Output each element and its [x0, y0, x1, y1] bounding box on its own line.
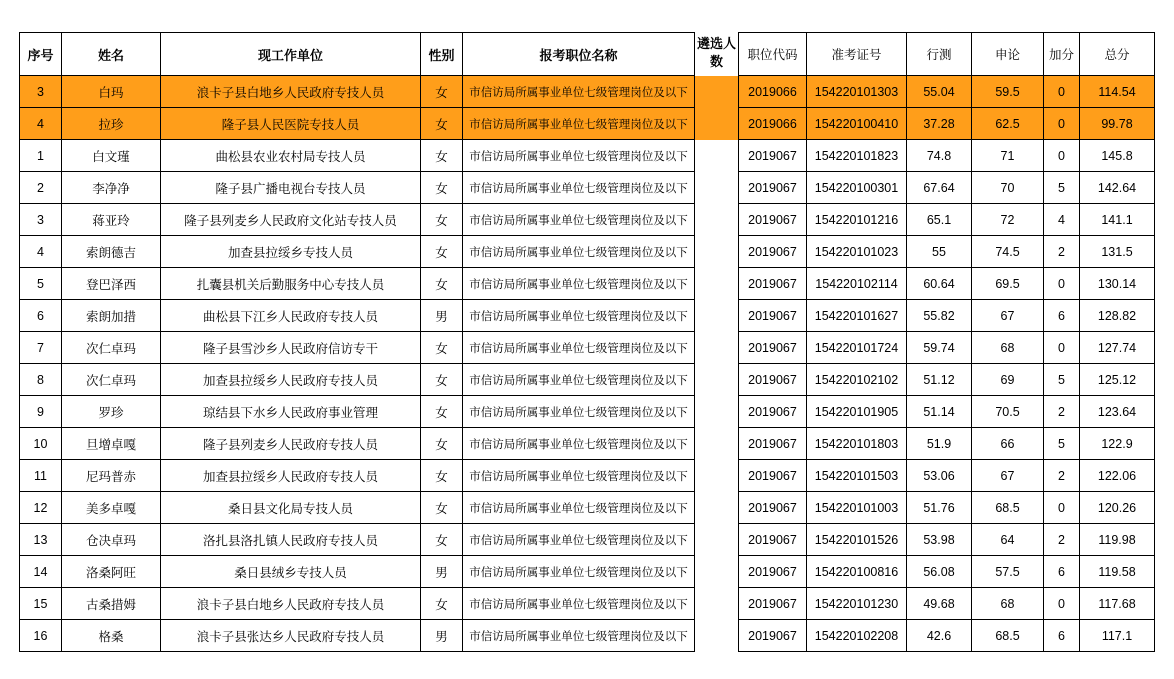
header-bonus[interactable]: 加分	[1044, 33, 1080, 76]
cell-position[interactable]: 市信访局所属事业单位七级管理岗位及以下	[463, 492, 695, 524]
cell-gender[interactable]: 女	[421, 140, 463, 172]
cell-recruit[interactable]	[695, 204, 739, 236]
cell-seq[interactable]: 16	[20, 620, 62, 652]
score-table	[19, 32, 1155, 652]
table-row[interactable]	[20, 332, 1155, 364]
cell-bonus[interactable]: 0	[1044, 108, 1080, 140]
cell-name[interactable]: 美多卓嘎	[62, 492, 161, 524]
cell-recruit[interactable]	[695, 588, 739, 620]
cell-shenlun[interactable]: 69.5	[972, 268, 1044, 300]
cell-unit[interactable]: 隆子县雪沙乡人民政府信访专干	[161, 332, 421, 364]
cell-recruit[interactable]	[695, 620, 739, 652]
cell-recruit[interactable]	[695, 332, 739, 364]
header-shenlun[interactable]: 申论	[972, 33, 1044, 76]
cell-gender[interactable]: 女	[421, 492, 463, 524]
cell-code[interactable]: 2019067	[739, 460, 807, 492]
cell-xingce[interactable]: 51.9	[907, 428, 972, 460]
cell-ticket[interactable]: 154220102114	[807, 268, 907, 300]
cell-seq[interactable]: 2	[20, 172, 62, 204]
cell-name[interactable]: 仓决卓玛	[62, 524, 161, 556]
cell-recruit[interactable]	[695, 524, 739, 556]
cell-code[interactable]: 2019067	[739, 492, 807, 524]
cell-xingce[interactable]: 51.14	[907, 396, 972, 428]
cell-name[interactable]: 次仁卓玛	[62, 364, 161, 396]
cell-ticket[interactable]: 154220100301	[807, 172, 907, 204]
cell-shenlun[interactable]: 68.5	[972, 492, 1044, 524]
cell-seq[interactable]: 12	[20, 492, 62, 524]
cell-total[interactable]: 122.06	[1080, 460, 1155, 492]
cell-name[interactable]: 索朗德吉	[62, 236, 161, 268]
cell-unit[interactable]: 琼结县下水乡人民政府事业管理	[161, 396, 421, 428]
table-row[interactable]	[20, 428, 1155, 460]
cell-code[interactable]: 2019067	[739, 396, 807, 428]
table-row[interactable]	[20, 236, 1155, 268]
cell-code[interactable]: 2019067	[739, 332, 807, 364]
cell-gender[interactable]: 女	[421, 204, 463, 236]
cell-unit[interactable]: 洛扎县洛扎镇人民政府专技人员	[161, 524, 421, 556]
cell-code[interactable]: 2019067	[739, 268, 807, 300]
cell-shenlun[interactable]: 68	[972, 332, 1044, 364]
cell-shenlun[interactable]: 62.5	[972, 108, 1044, 140]
cell-xingce[interactable]: 53.98	[907, 524, 972, 556]
cell-xingce[interactable]: 67.64	[907, 172, 972, 204]
cell-code[interactable]: 2019067	[739, 620, 807, 652]
cell-gender[interactable]: 女	[421, 268, 463, 300]
cell-shenlun[interactable]: 66	[972, 428, 1044, 460]
cell-total[interactable]: 141.1	[1080, 204, 1155, 236]
cell-name[interactable]: 白文瑾	[62, 140, 161, 172]
cell-position[interactable]: 市信访局所属事业单位七级管理岗位及以下	[463, 140, 695, 172]
cell-xingce[interactable]: 55	[907, 236, 972, 268]
cell-xingce[interactable]: 59.74	[907, 332, 972, 364]
cell-name[interactable]: 索朗加措	[62, 300, 161, 332]
cell-code[interactable]: 2019067	[739, 524, 807, 556]
cell-seq[interactable]: 3	[20, 76, 62, 108]
cell-recruit[interactable]	[695, 172, 739, 204]
cell-xingce[interactable]: 74.8	[907, 140, 972, 172]
header-total[interactable]: 总分	[1080, 33, 1155, 76]
header-recruit[interactable]: 遴选人数	[695, 33, 739, 76]
cell-gender[interactable]: 女	[421, 236, 463, 268]
cell-bonus[interactable]: 6	[1044, 300, 1080, 332]
cell-shenlun[interactable]: 70	[972, 172, 1044, 204]
cell-shenlun[interactable]: 74.5	[972, 236, 1044, 268]
cell-seq[interactable]: 4	[20, 236, 62, 268]
cell-gender[interactable]: 女	[421, 364, 463, 396]
cell-shenlun[interactable]: 67	[972, 460, 1044, 492]
cell-gender[interactable]: 女	[421, 76, 463, 108]
cell-bonus[interactable]: 2	[1044, 460, 1080, 492]
cell-shenlun[interactable]: 57.5	[972, 556, 1044, 588]
cell-code[interactable]: 2019067	[739, 236, 807, 268]
cell-xingce[interactable]: 53.06	[907, 460, 972, 492]
table-row[interactable]	[20, 172, 1155, 204]
cell-gender[interactable]: 女	[421, 428, 463, 460]
cell-seq[interactable]: 11	[20, 460, 62, 492]
cell-code[interactable]: 2019066	[739, 76, 807, 108]
table-row[interactable]	[20, 76, 1155, 108]
cell-name[interactable]: 尼玛普赤	[62, 460, 161, 492]
cell-position[interactable]: 市信访局所属事业单位七级管理岗位及以下	[463, 204, 695, 236]
cell-position[interactable]: 市信访局所属事业单位七级管理岗位及以下	[463, 588, 695, 620]
cell-total[interactable]: 117.1	[1080, 620, 1155, 652]
cell-bonus[interactable]: 5	[1044, 428, 1080, 460]
cell-position[interactable]: 市信访局所属事业单位七级管理岗位及以下	[463, 460, 695, 492]
cell-unit[interactable]: 隆子县列麦乡人民政府文化站专技人员	[161, 204, 421, 236]
cell-unit[interactable]: 曲松县下江乡人民政府专技人员	[161, 300, 421, 332]
cell-ticket[interactable]: 154220101905	[807, 396, 907, 428]
cell-ticket[interactable]: 154220101526	[807, 524, 907, 556]
cell-shenlun[interactable]: 59.5	[972, 76, 1044, 108]
table-row[interactable]	[20, 556, 1155, 588]
cell-total[interactable]: 145.8	[1080, 140, 1155, 172]
cell-name[interactable]: 李净净	[62, 172, 161, 204]
cell-bonus[interactable]: 6	[1044, 620, 1080, 652]
cell-unit[interactable]: 曲松县农业农村局专技人员	[161, 140, 421, 172]
cell-position[interactable]: 市信访局所属事业单位七级管理岗位及以下	[463, 172, 695, 204]
cell-recruit[interactable]	[695, 556, 739, 588]
cell-recruit[interactable]	[695, 268, 739, 300]
cell-unit[interactable]: 扎囊县机关后勤服务中心专技人员	[161, 268, 421, 300]
cell-total[interactable]: 117.68	[1080, 588, 1155, 620]
cell-ticket[interactable]: 154220101216	[807, 204, 907, 236]
cell-unit[interactable]: 加查县拉绥乡人民政府专技人员	[161, 460, 421, 492]
cell-xingce[interactable]: 37.28	[907, 108, 972, 140]
cell-xingce[interactable]: 49.68	[907, 588, 972, 620]
cell-code[interactable]: 2019067	[739, 172, 807, 204]
cell-bonus[interactable]: 0	[1044, 492, 1080, 524]
cell-total[interactable]: 130.14	[1080, 268, 1155, 300]
cell-name[interactable]: 次仁卓玛	[62, 332, 161, 364]
cell-recruit[interactable]	[695, 492, 739, 524]
cell-unit[interactable]: 隆子县人民医院专技人员	[161, 108, 421, 140]
cell-position[interactable]: 市信访局所属事业单位七级管理岗位及以下	[463, 268, 695, 300]
header-row	[20, 33, 1155, 76]
cell-name[interactable]: 拉珍	[62, 108, 161, 140]
cell-total[interactable]: 99.78	[1080, 108, 1155, 140]
cell-bonus[interactable]: 0	[1044, 268, 1080, 300]
cell-gender[interactable]: 女	[421, 108, 463, 140]
cell-seq[interactable]: 5	[20, 268, 62, 300]
cell-shenlun[interactable]: 68	[972, 588, 1044, 620]
cell-position[interactable]: 市信访局所属事业单位七级管理岗位及以下	[463, 620, 695, 652]
cell-seq[interactable]: 10	[20, 428, 62, 460]
cell-xingce[interactable]: 51.76	[907, 492, 972, 524]
cell-shenlun[interactable]: 72	[972, 204, 1044, 236]
cell-total[interactable]: 123.64	[1080, 396, 1155, 428]
cell-bonus[interactable]: 0	[1044, 140, 1080, 172]
header-seq[interactable]: 序号	[20, 33, 62, 76]
cell-position[interactable]: 市信访局所属事业单位七级管理岗位及以下	[463, 332, 695, 364]
cell-total[interactable]: 125.12	[1080, 364, 1155, 396]
table-row[interactable]	[20, 268, 1155, 300]
cell-unit[interactable]: 浪卡子县张达乡人民政府专技人员	[161, 620, 421, 652]
cell-unit[interactable]: 加查县拉绥乡专技人员	[161, 236, 421, 268]
cell-position[interactable]: 市信访局所属事业单位七级管理岗位及以下	[463, 556, 695, 588]
cell-recruit[interactable]	[695, 236, 739, 268]
cell-recruit[interactable]	[695, 364, 739, 396]
cell-position[interactable]: 市信访局所属事业单位七级管理岗位及以下	[463, 76, 695, 108]
cell-recruit[interactable]	[695, 396, 739, 428]
cell-xingce[interactable]: 55.82	[907, 300, 972, 332]
cell-recruit[interactable]	[695, 300, 739, 332]
cell-shenlun[interactable]: 69	[972, 364, 1044, 396]
cell-unit[interactable]: 桑日县文化局专技人员	[161, 492, 421, 524]
cell-ticket[interactable]: 154220100410	[807, 108, 907, 140]
header-xingce[interactable]: 行测	[907, 33, 972, 76]
cell-bonus[interactable]: 5	[1044, 364, 1080, 396]
cell-ticket[interactable]: 154220101023	[807, 236, 907, 268]
cell-recruit[interactable]	[695, 108, 739, 140]
cell-shenlun[interactable]: 64	[972, 524, 1044, 556]
cell-seq[interactable]: 3	[20, 204, 62, 236]
cell-ticket[interactable]: 154220101627	[807, 300, 907, 332]
cell-bonus[interactable]: 4	[1044, 204, 1080, 236]
header-position[interactable]: 报考职位名称	[463, 33, 695, 76]
cell-xingce[interactable]: 56.08	[907, 556, 972, 588]
cell-xingce[interactable]: 60.64	[907, 268, 972, 300]
table-row[interactable]	[20, 396, 1155, 428]
cell-ticket[interactable]: 154220101503	[807, 460, 907, 492]
table-row[interactable]	[20, 140, 1155, 172]
cell-code[interactable]: 2019067	[739, 300, 807, 332]
cell-gender[interactable]: 男	[421, 300, 463, 332]
cell-seq[interactable]: 15	[20, 588, 62, 620]
cell-gender[interactable]: 女	[421, 396, 463, 428]
header-name[interactable]: 姓名	[62, 33, 161, 76]
table-row[interactable]	[20, 460, 1155, 492]
cell-bonus[interactable]: 2	[1044, 236, 1080, 268]
cell-bonus[interactable]: 6	[1044, 556, 1080, 588]
cell-seq[interactable]: 6	[20, 300, 62, 332]
cell-position[interactable]: 市信访局所属事业单位七级管理岗位及以下	[463, 236, 695, 268]
cell-position[interactable]: 市信访局所属事业单位七级管理岗位及以下	[463, 108, 695, 140]
cell-recruit[interactable]	[695, 460, 739, 492]
cell-name[interactable]: 格桑	[62, 620, 161, 652]
cell-total[interactable]: 119.58	[1080, 556, 1155, 588]
cell-recruit[interactable]	[695, 428, 739, 460]
cell-ticket[interactable]: 154220101003	[807, 492, 907, 524]
cell-unit[interactable]: 隆子县广播电视台专技人员	[161, 172, 421, 204]
cell-seq[interactable]: 7	[20, 332, 62, 364]
cell-code[interactable]: 2019067	[739, 588, 807, 620]
cell-total[interactable]: 120.26	[1080, 492, 1155, 524]
table-row[interactable]	[20, 108, 1155, 140]
cell-bonus[interactable]: 0	[1044, 76, 1080, 108]
cell-unit[interactable]: 隆子县列麦乡人民政府专技人员	[161, 428, 421, 460]
cell-ticket[interactable]: 154220101724	[807, 332, 907, 364]
cell-total[interactable]: 131.5	[1080, 236, 1155, 268]
cell-recruit[interactable]	[695, 76, 739, 108]
table-row[interactable]	[20, 300, 1155, 332]
cell-xingce[interactable]: 51.12	[907, 364, 972, 396]
cell-bonus[interactable]: 2	[1044, 396, 1080, 428]
cell-total[interactable]: 128.82	[1080, 300, 1155, 332]
cell-unit[interactable]: 浪卡子县白地乡人民政府专技人员	[161, 588, 421, 620]
table-row[interactable]	[20, 620, 1155, 652]
cell-seq[interactable]: 14	[20, 556, 62, 588]
cell-bonus[interactable]: 5	[1044, 172, 1080, 204]
table-row[interactable]	[20, 492, 1155, 524]
cell-position[interactable]: 市信访局所属事业单位七级管理岗位及以下	[463, 428, 695, 460]
cell-name[interactable]: 罗珍	[62, 396, 161, 428]
cell-name[interactable]: 古桑措姆	[62, 588, 161, 620]
cell-gender[interactable]: 女	[421, 172, 463, 204]
cell-code[interactable]: 2019067	[739, 364, 807, 396]
cell-position[interactable]: 市信访局所属事业单位七级管理岗位及以下	[463, 364, 695, 396]
cell-position[interactable]: 市信访局所属事业单位七级管理岗位及以下	[463, 300, 695, 332]
cell-ticket[interactable]: 154220101823	[807, 140, 907, 172]
cell-name[interactable]: 洛桑阿旺	[62, 556, 161, 588]
cell-xingce[interactable]: 65.1	[907, 204, 972, 236]
cell-gender[interactable]: 女	[421, 588, 463, 620]
cell-gender[interactable]: 男	[421, 620, 463, 652]
cell-bonus[interactable]: 2	[1044, 524, 1080, 556]
header-gender[interactable]: 性别	[421, 33, 463, 76]
table-row[interactable]	[20, 364, 1155, 396]
cell-seq[interactable]: 9	[20, 396, 62, 428]
header-unit[interactable]: 现工作单位	[161, 33, 421, 76]
cell-name[interactable]: 白玛	[62, 76, 161, 108]
cell-bonus[interactable]: 0	[1044, 588, 1080, 620]
cell-code[interactable]: 2019067	[739, 556, 807, 588]
cell-shenlun[interactable]: 71	[972, 140, 1044, 172]
cell-total[interactable]: 142.64	[1080, 172, 1155, 204]
cell-total[interactable]: 114.54	[1080, 76, 1155, 108]
cell-ticket[interactable]: 154220102208	[807, 620, 907, 652]
cell-shenlun[interactable]: 67	[972, 300, 1044, 332]
cell-gender[interactable]: 女	[421, 524, 463, 556]
cell-bonus[interactable]: 0	[1044, 332, 1080, 364]
cell-ticket[interactable]: 154220100816	[807, 556, 907, 588]
cell-ticket[interactable]: 154220101230	[807, 588, 907, 620]
cell-unit[interactable]: 加查县拉绥乡人民政府专技人员	[161, 364, 421, 396]
cell-xingce[interactable]: 42.6	[907, 620, 972, 652]
cell-total[interactable]: 122.9	[1080, 428, 1155, 460]
cell-ticket[interactable]: 154220102102	[807, 364, 907, 396]
cell-ticket[interactable]: 154220101303	[807, 76, 907, 108]
cell-code[interactable]: 2019067	[739, 428, 807, 460]
cell-seq[interactable]: 1	[20, 140, 62, 172]
cell-position[interactable]: 市信访局所属事业单位七级管理岗位及以下	[463, 396, 695, 428]
cell-unit[interactable]: 浪卡子县白地乡人民政府专技人员	[161, 76, 421, 108]
cell-total[interactable]: 127.74	[1080, 332, 1155, 364]
table-row[interactable]	[20, 524, 1155, 556]
cell-seq[interactable]: 8	[20, 364, 62, 396]
table-row[interactable]	[20, 588, 1155, 620]
cell-unit[interactable]: 桑日县绒乡专技人员	[161, 556, 421, 588]
cell-shenlun[interactable]: 70.5	[972, 396, 1044, 428]
cell-name[interactable]: 登巴泽西	[62, 268, 161, 300]
cell-gender[interactable]: 女	[421, 332, 463, 364]
cell-gender[interactable]: 女	[421, 460, 463, 492]
cell-name[interactable]: 蒋亚玲	[62, 204, 161, 236]
cell-seq[interactable]: 4	[20, 108, 62, 140]
cell-total[interactable]: 119.98	[1080, 524, 1155, 556]
cell-shenlun[interactable]: 68.5	[972, 620, 1044, 652]
cell-name[interactable]: 旦增卓嘎	[62, 428, 161, 460]
cell-recruit[interactable]	[695, 140, 739, 172]
cell-gender[interactable]: 男	[421, 556, 463, 588]
cell-xingce[interactable]: 55.04	[907, 76, 972, 108]
table-row[interactable]	[20, 204, 1155, 236]
cell-code[interactable]: 2019067	[739, 204, 807, 236]
header-ticket[interactable]: 准考证号	[807, 33, 907, 76]
cell-code[interactable]: 2019067	[739, 140, 807, 172]
cell-seq[interactable]: 13	[20, 524, 62, 556]
header-code[interactable]: 职位代码	[739, 33, 807, 76]
cell-ticket[interactable]: 154220101803	[807, 428, 907, 460]
cell-position[interactable]: 市信访局所属事业单位七级管理岗位及以下	[463, 524, 695, 556]
cell-code[interactable]: 2019066	[739, 108, 807, 140]
